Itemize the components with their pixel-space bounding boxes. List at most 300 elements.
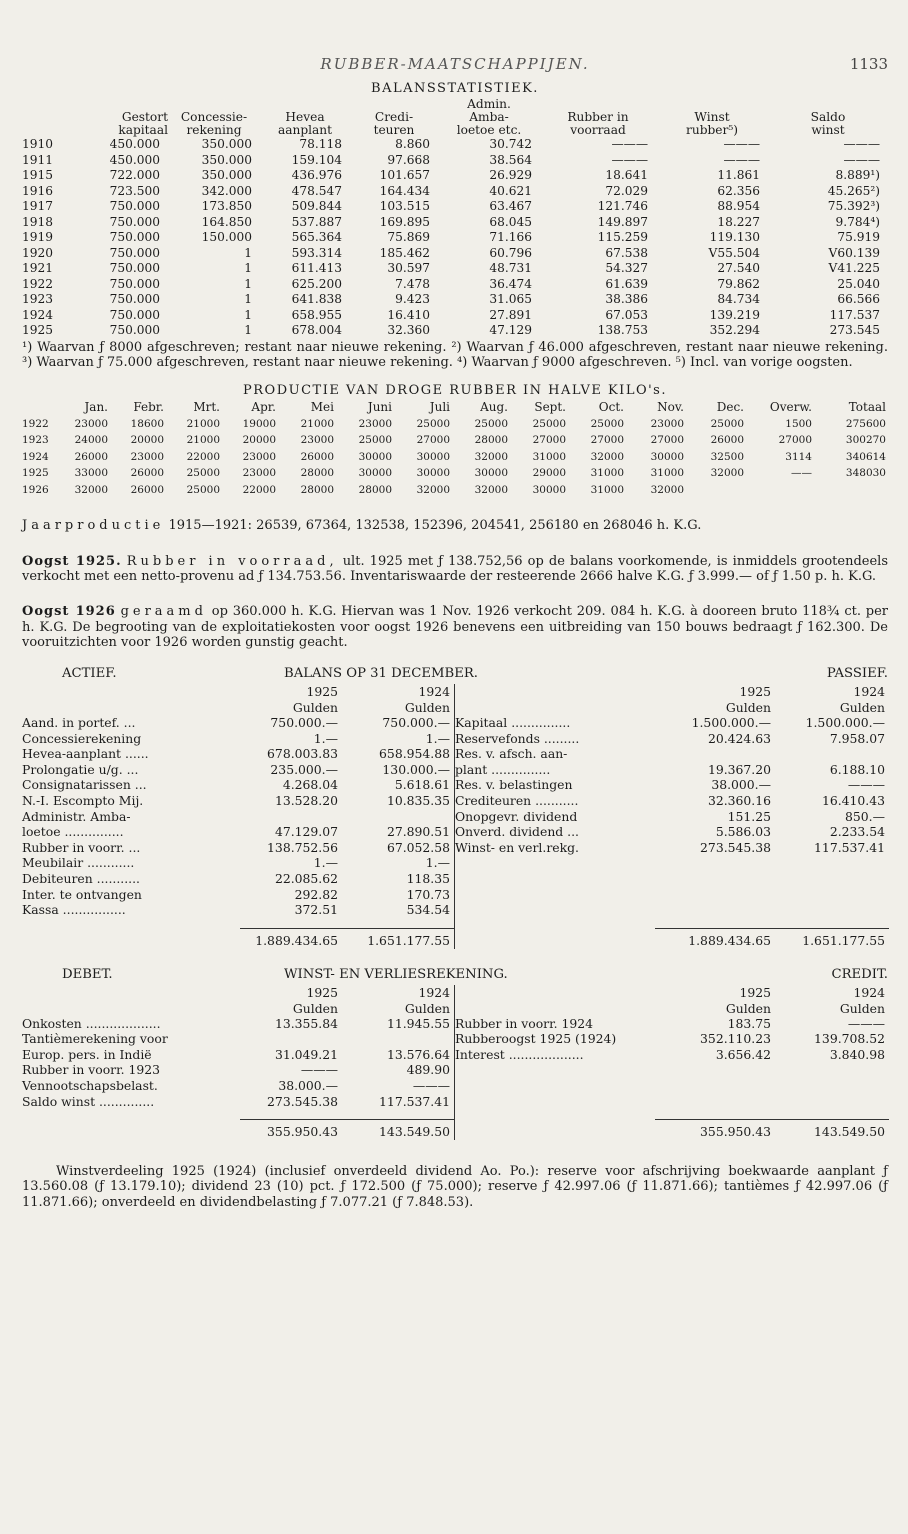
table-cell: 593.314 — [291, 245, 342, 260]
column-header: rekening — [186, 122, 242, 137]
statement-value-1924: 16.410.43 — [821, 793, 885, 808]
table-cell: 450.000 — [109, 137, 160, 152]
row-year: 1922 — [22, 276, 54, 291]
table-cell: 21000 — [300, 417, 334, 430]
table-row — [22, 449, 888, 466]
actief-unit-a: Gulden — [292, 700, 338, 716]
row-year: 1911 — [22, 152, 54, 167]
statement-row — [455, 825, 889, 841]
statement-value-1925: 5.586.03 — [715, 824, 771, 840]
actief-title: ACTIEF. — [62, 666, 117, 682]
table-cell: 26000 — [710, 434, 744, 447]
winstverdeeling-paragraph: Winstverdeeling 1925 (1924) (inclusief onverdeeld dividend Ao. Po.): reserve voor afschrijving boekwaarde aanplant ƒ 13.560.08 (ƒ 13.179.10); dividend 23 (10) pct. ƒ 172.500 (ƒ 75.000); reserve ƒ 42.997.06 (ƒ 11.871.66); tantièmes ƒ 42.997.06 (ƒ 11.871.66); onverdeeld en dividendbelasting ƒ 7.077.21 (ƒ 7.848.53). — [22, 1164, 888, 1210]
statement-row — [455, 1031, 889, 1047]
statement-value-1924: 3.840.98 — [829, 1046, 885, 1062]
table-cell: 31000 — [650, 467, 684, 480]
actief-year-a: 1925 — [306, 684, 338, 700]
row-year: 1915 — [22, 168, 54, 183]
debet-total-1925: 355.950.43 — [240, 1120, 342, 1140]
table-cell: 31.065 — [489, 292, 532, 307]
table-cell: 75.919 — [837, 230, 880, 245]
table-cell: 1 — [244, 323, 252, 338]
winst-title: WINST- EN VERLIESREKENING. — [284, 966, 508, 982]
table-cell: 23000 — [130, 450, 164, 463]
jaarproductie-label: Jaarproductie — [22, 518, 165, 534]
month-header: Dec. — [716, 399, 744, 414]
table-cell: 62.356 — [717, 183, 760, 198]
statement-value-1925: 292.82 — [294, 886, 338, 902]
table-cell: 1 — [244, 261, 252, 276]
table-cell: 1500 — [785, 417, 812, 430]
passief-total-1925: 1.889.434.65 — [655, 929, 775, 949]
table-cell: 9.784⁴) — [835, 214, 880, 229]
table-cell: 25000 — [474, 417, 508, 430]
table-cell: 26000 — [130, 483, 164, 496]
table-row — [22, 183, 888, 199]
table-cell: 25000 — [532, 417, 566, 430]
statement-value-1924: 5.618.61 — [394, 777, 450, 793]
passief-unit-b: Gulden — [839, 700, 885, 716]
statement-value-1925: 13.528.20 — [274, 793, 338, 808]
row-year: 1923 — [22, 434, 49, 447]
table-cell: 350.000 — [201, 168, 252, 183]
passief-table — [455, 684, 889, 856]
statement-label: Rubber in voorr. 1923 — [22, 1062, 161, 1078]
statement-value-1925 — [240, 809, 342, 825]
statement-row — [22, 747, 454, 763]
statement-value-1924: 1.500.000.— — [805, 715, 885, 731]
statement-value-1924: 170.73 — [406, 886, 450, 902]
oogst-1926-label: Oogst 1926 — [22, 604, 116, 620]
statement-row — [455, 715, 889, 731]
table-cell: 32000 — [474, 483, 508, 496]
table-cell: 119.130 — [709, 230, 760, 245]
column-header: Rubber in — [567, 109, 629, 124]
statement-label: loetoe ............... — [22, 824, 124, 840]
statement-value-1924: 67.052.58 — [386, 839, 450, 855]
credit-unit-b: Gulden — [839, 1000, 885, 1016]
table-cell: 84.734 — [717, 292, 760, 307]
column-header — [68, 98, 168, 111]
table-cell: 47.129 — [489, 323, 532, 338]
table-cell: 30000 — [532, 483, 566, 496]
statement-label: Consignatarissen ... — [22, 777, 147, 793]
table-cell: 31000 — [590, 467, 624, 480]
table-cell: 88.954 — [717, 199, 760, 214]
table-cell: 54.327 — [605, 261, 648, 276]
credit-table — [455, 985, 889, 1063]
table-cell: 63.467 — [489, 199, 532, 214]
table-cell: 27000 — [532, 434, 566, 447]
winst-heading — [22, 967, 888, 985]
table-cell: 103.515 — [379, 199, 430, 214]
table-cell: 32000 — [710, 467, 744, 480]
table-cell: 164.850 — [201, 214, 252, 229]
table-cell: 26.929 — [489, 168, 532, 183]
statement-value-1924: 489.90 — [406, 1062, 450, 1078]
passief-unit-a: Gulden — [725, 700, 771, 716]
column-header: Saldo — [810, 109, 846, 124]
table-cell: 32000 — [590, 450, 624, 463]
table-cell: ——— — [723, 152, 760, 167]
month-header: Mrt. — [193, 399, 220, 414]
table-cell: 658.955 — [291, 307, 342, 322]
debet-column — [22, 985, 455, 1110]
table-row — [22, 291, 888, 307]
table-cell: 25000 — [416, 417, 450, 430]
statement-label: Vennootschapsbelast. — [22, 1077, 158, 1093]
statement-row — [22, 762, 454, 778]
table-cell: 26000 — [300, 450, 334, 463]
oogst-1926-paragraph — [22, 604, 888, 650]
balans-totals — [22, 918, 888, 949]
statement-value-1925: 38.000.— — [711, 777, 771, 793]
statement-value-1925: 183.75 — [727, 1015, 771, 1031]
statement-row — [22, 856, 454, 872]
month-header: Febr. — [133, 399, 164, 414]
statement-value-1924: 117.537.41 — [814, 839, 885, 855]
month-header: Aug. — [480, 399, 508, 414]
table-cell: 138.753 — [597, 323, 648, 338]
table-cell: ——— — [843, 137, 880, 152]
oogst-1926-spaced: geraamd — [120, 604, 207, 620]
statement-value-1924: 139.708.52 — [814, 1031, 885, 1047]
statement-value-1924: 1.— — [425, 855, 450, 871]
column-header — [168, 98, 260, 111]
actief-total-1924: 1.651.177.55 — [342, 929, 454, 949]
table-cell: 115.259 — [597, 230, 648, 245]
table-cell: 750.000 — [109, 323, 160, 338]
table-cell: 611.413 — [291, 261, 342, 276]
table-cell: 97.668 — [387, 152, 430, 167]
statement-label: Debiteuren ........... — [22, 870, 140, 886]
statement-row — [22, 778, 454, 794]
statement-value-1925: 138.752.56 — [267, 839, 338, 855]
statement-value-1925: 31.049.21 — [274, 1046, 338, 1062]
table-cell: 150.000 — [201, 230, 252, 245]
passief-year-a: 1925 — [739, 684, 771, 700]
statement-value-1924: 1.— — [425, 730, 450, 746]
debet-title: DEBET. — [62, 966, 113, 982]
row-year: 1920 — [22, 245, 54, 260]
table-cell: V55.504 — [708, 245, 760, 260]
table-cell: 27000 — [590, 434, 624, 447]
table-cell: 750.000 — [109, 276, 160, 291]
table-cell: 537.887 — [291, 214, 342, 229]
table-cell: ——— — [723, 137, 760, 152]
statement-row — [22, 825, 454, 841]
statement-row — [22, 840, 454, 856]
table-cell: 36.474 — [489, 276, 532, 291]
table-cell: 23000 — [300, 434, 334, 447]
table-cell: 450.000 — [109, 152, 160, 167]
table-cell: 38.386 — [605, 292, 648, 307]
statement-row — [22, 887, 454, 903]
table-cell: 48.731 — [489, 261, 532, 276]
table-cell: 101.657 — [379, 168, 430, 183]
statement-value-1925: 151.25 — [727, 808, 771, 824]
statement-row — [455, 778, 889, 794]
table-cell: 750.000 — [109, 230, 160, 245]
table-cell: 27.891 — [489, 307, 532, 322]
statement-label: Res. v. afsch. aan- — [455, 746, 568, 762]
table-cell: 678.004 — [291, 323, 342, 338]
credit-column — [455, 985, 887, 1110]
table-cell: 32000 — [474, 450, 508, 463]
oogst-1926-text: op 360.000 h. K.G. Hiervan was 1 Nov. 1926 verkocht 209. 084 h. K.G. à dooreen bruto 118¾ ct. per h. K.G. De begrooting van de exploitatiekosten voor oogst 1926 benevens een uitbreiding van 150 bouws bedraagt ƒ 162.300. De vooruitzichten voor 1926 worden gunstig geacht. — [22, 604, 888, 650]
statement-value-1924: 10.835.35 — [386, 793, 450, 808]
table-cell: 32500 — [710, 450, 744, 463]
statement-row — [22, 731, 454, 747]
year-header-cell — [22, 399, 54, 416]
column-header: winst — [811, 122, 845, 137]
column-header: teuren — [373, 122, 415, 137]
statement-label: Meubilair ............ — [22, 855, 135, 871]
statement-row — [22, 1031, 454, 1047]
table-cell: 20000 — [130, 434, 164, 447]
statement-value-1925: 273.545.38 — [267, 1093, 338, 1109]
table-row — [22, 136, 888, 152]
statement-value-1925: 678.003.83 — [267, 746, 338, 762]
table-cell: 1 — [244, 307, 252, 322]
table-cell: 33000 — [74, 467, 108, 480]
statement-label: Onkosten ................... — [22, 1015, 161, 1031]
table-row — [22, 214, 888, 230]
page-number: 1133 — [849, 55, 888, 73]
month-header: Jan. — [84, 399, 108, 414]
statement-value-1924: 6.188.10 — [829, 761, 885, 777]
statement-label: Onopgevr. dividend — [455, 808, 578, 824]
table-cell: 348030 — [845, 467, 886, 480]
row-year: 1919 — [22, 230, 54, 245]
credit-year-b: 1924 — [853, 984, 885, 1000]
statement-label: Kassa ................ — [22, 902, 126, 918]
table-cell: 436.976 — [291, 168, 342, 183]
month-header: Oct. — [598, 399, 624, 414]
statement-row — [22, 809, 454, 825]
statement-value-1924: 534.54 — [406, 902, 450, 918]
table-cell: 1 — [244, 245, 252, 260]
statement-row — [22, 903, 454, 919]
statement-label: Saldo winst .............. — [22, 1093, 155, 1109]
table-cell: 350.000 — [201, 137, 252, 152]
table-cell: 23000 — [358, 417, 392, 430]
row-year: 1918 — [22, 214, 54, 229]
row-year: 1910 — [22, 137, 54, 152]
statement-row — [22, 1078, 454, 1094]
statement-row — [22, 1016, 454, 1032]
table-cell: 121.746 — [597, 199, 648, 214]
statement-row — [455, 840, 889, 856]
table-cell: 509.844 — [291, 199, 342, 214]
table-cell: 16.410 — [387, 307, 430, 322]
table-cell: 8.889¹) — [835, 168, 880, 183]
winst-columns — [22, 985, 888, 1110]
statement-label: Kapitaal ............... — [455, 715, 571, 731]
table-row — [22, 198, 888, 214]
statement-row — [22, 1094, 454, 1110]
page — [22, 56, 888, 1210]
table-cell: 25000 — [186, 467, 220, 480]
debet-unit-b: Gulden — [404, 1000, 450, 1016]
statement-label: Administr. Amba- — [22, 808, 131, 824]
passief-total-1924: 1.651.177.55 — [775, 929, 889, 949]
statement-label: N.-I. Escompto Mij. — [22, 793, 144, 808]
statement-label: Inter. te ontvangen — [22, 886, 142, 902]
table-cell: —— — [791, 467, 812, 480]
table-cell: 28000 — [474, 434, 508, 447]
table-cell: 300270 — [845, 434, 886, 447]
productie-table — [22, 399, 888, 498]
table-cell: 75.869 — [387, 230, 430, 245]
statement-value-1925: 3.656.42 — [715, 1046, 771, 1062]
year-header-cell — [22, 98, 68, 111]
statement-value-1925 — [655, 747, 775, 763]
passief-title: PASSIEF. — [826, 666, 888, 682]
balansstatistiek-footnote: ¹) Waarvan ƒ 8000 afgeschreven; restant naar nieuwe rekening. ²) Waarvan ƒ 46.000 afgeschreven, restant naar nieuwe rekening. ³) Waarvan ƒ 75.000 afgeschreven, restant naar nieuwe rekening. ⁴) Waarvan ƒ 9000 afgeschreven. ⁵) Incl. van vorige oogsten. — [22, 339, 888, 371]
table-cell: 723.500 — [109, 183, 160, 198]
table-cell: 340614 — [845, 450, 886, 463]
table-cell: 75.392³) — [827, 199, 880, 214]
statement-value-1924: 11.945.55 — [386, 1015, 450, 1031]
table-cell: 18.641 — [605, 168, 648, 183]
statement-value-1924: 118.35 — [406, 870, 450, 886]
table-cell: 159.104 — [291, 152, 342, 167]
row-year: 1925 — [22, 467, 49, 480]
statement-label: Prolongatie u/g. ... — [22, 761, 139, 777]
column-header — [656, 98, 768, 111]
table-cell: 164.434 — [379, 183, 430, 198]
statement-label: Rubber in voorr. 1924 — [455, 1015, 594, 1031]
month-header: Mei — [310, 399, 334, 414]
column-header: kapitaal — [118, 122, 168, 137]
table-cell: 25000 — [590, 417, 624, 430]
table-row — [22, 307, 888, 323]
statement-value-1925: 273.545.38 — [700, 839, 771, 855]
table-cell: 30.742 — [489, 137, 532, 152]
row-year: 1917 — [22, 199, 54, 214]
column-header: Winst — [694, 109, 730, 124]
statement-value-1925: 1.— — [313, 855, 338, 871]
table-cell: 25000 — [710, 417, 744, 430]
passief-year-b: 1924 — [853, 684, 885, 700]
statement-value-1924 — [342, 809, 454, 825]
table-cell: 750.000 — [109, 307, 160, 322]
table-cell: 24000 — [74, 434, 108, 447]
column-header — [260, 98, 350, 111]
statement-label: Interest ................... — [455, 1046, 584, 1062]
statement-value-1925: 235.000.— — [270, 761, 338, 777]
table-cell: 722.000 — [109, 168, 160, 183]
actief-year-b: 1924 — [418, 684, 450, 700]
table-cell: 66.566 — [837, 292, 880, 307]
table-cell: 23000 — [242, 450, 276, 463]
statement-value-1925: 20.424.63 — [707, 730, 771, 746]
table-cell: 27000 — [650, 434, 684, 447]
statement-value-1925: 1.500.000.— — [691, 715, 771, 731]
table-cell: 78.118 — [299, 137, 342, 152]
column-header: aanplant — [277, 122, 333, 137]
column-header: Gestort — [121, 109, 168, 124]
credit-total-1925: 355.950.43 — [655, 1120, 775, 1140]
table-row — [22, 276, 888, 292]
table-cell: 8.860 — [395, 137, 430, 152]
table-cell: 30000 — [416, 450, 450, 463]
statement-row — [455, 762, 889, 778]
table-cell: 7.478 — [395, 276, 430, 291]
statement-row — [22, 793, 454, 809]
table-cell: 71.166 — [489, 230, 532, 245]
statement-label: Europ. pers. in Indië — [22, 1046, 152, 1062]
column-header: Credi- — [374, 109, 414, 124]
statement-row — [455, 747, 889, 763]
table-cell: 3114 — [785, 450, 812, 463]
statement-label: Winst- en verl.rekg. — [455, 839, 579, 855]
statement-value-1924: 130.000.— — [382, 761, 450, 777]
year-header-cell — [22, 111, 68, 124]
table-cell: 275600 — [845, 417, 886, 430]
column-header — [350, 98, 438, 111]
row-year: 1923 — [22, 292, 54, 307]
table-cell: 117.537 — [829, 307, 880, 322]
table-cell: 67.053 — [605, 307, 648, 322]
table-cell: 9.423 — [395, 292, 430, 307]
table-cell: 31000 — [590, 483, 624, 496]
debet-table — [22, 985, 454, 1110]
row-year: 1921 — [22, 261, 54, 276]
table-cell: 31000 — [532, 450, 566, 463]
statement-label: Tantièmerekening voor — [22, 1031, 168, 1047]
balans-title: BALANS OP 31 DECEMBER. — [284, 666, 478, 682]
statement-label: Rubber in voorr. ... — [22, 839, 141, 855]
table-cell: 273.545 — [829, 323, 880, 338]
table-cell: 26000 — [130, 467, 164, 480]
table-cell: 750.000 — [109, 292, 160, 307]
table-cell: 23000 — [74, 417, 108, 430]
table-cell: 750.000 — [109, 245, 160, 260]
table-cell: 22000 — [242, 483, 276, 496]
actief-total-1925: 1.889.434.65 — [240, 929, 342, 949]
statement-value-1924 — [342, 1031, 454, 1047]
table-cell: 23000 — [650, 417, 684, 430]
statement-label: Reservefonds ......... — [455, 730, 580, 746]
statement-label: Crediteuren ........... — [455, 793, 579, 808]
column-header: Amba- — [469, 109, 509, 124]
statement-value-1925: ——— — [300, 1062, 338, 1078]
table-cell: 21000 — [186, 417, 220, 430]
table-cell — [814, 482, 888, 499]
table-cell: 25000 — [358, 434, 392, 447]
statement-row — [455, 1016, 889, 1032]
column-header: Hevea — [285, 109, 325, 124]
table-cell: 350.000 — [201, 152, 252, 167]
table-cell: 32000 — [416, 483, 450, 496]
table-cell: 79.862 — [717, 276, 760, 291]
statement-row — [455, 793, 889, 809]
jaarproductie-paragraph — [22, 518, 888, 533]
table-cell: 20000 — [242, 434, 276, 447]
month-header: Overw. — [769, 399, 812, 414]
statement-value-1924: 850.— — [845, 808, 885, 824]
table-cell: 1 — [244, 292, 252, 307]
table-cell: 30000 — [358, 450, 392, 463]
table-cell: ——— — [843, 152, 880, 167]
table-cell: 18.227 — [717, 214, 760, 229]
table-cell: 185.462 — [379, 245, 430, 260]
column-header — [540, 98, 656, 111]
table-cell: 30000 — [358, 467, 392, 480]
statement-value-1925: 1.— — [313, 730, 338, 746]
